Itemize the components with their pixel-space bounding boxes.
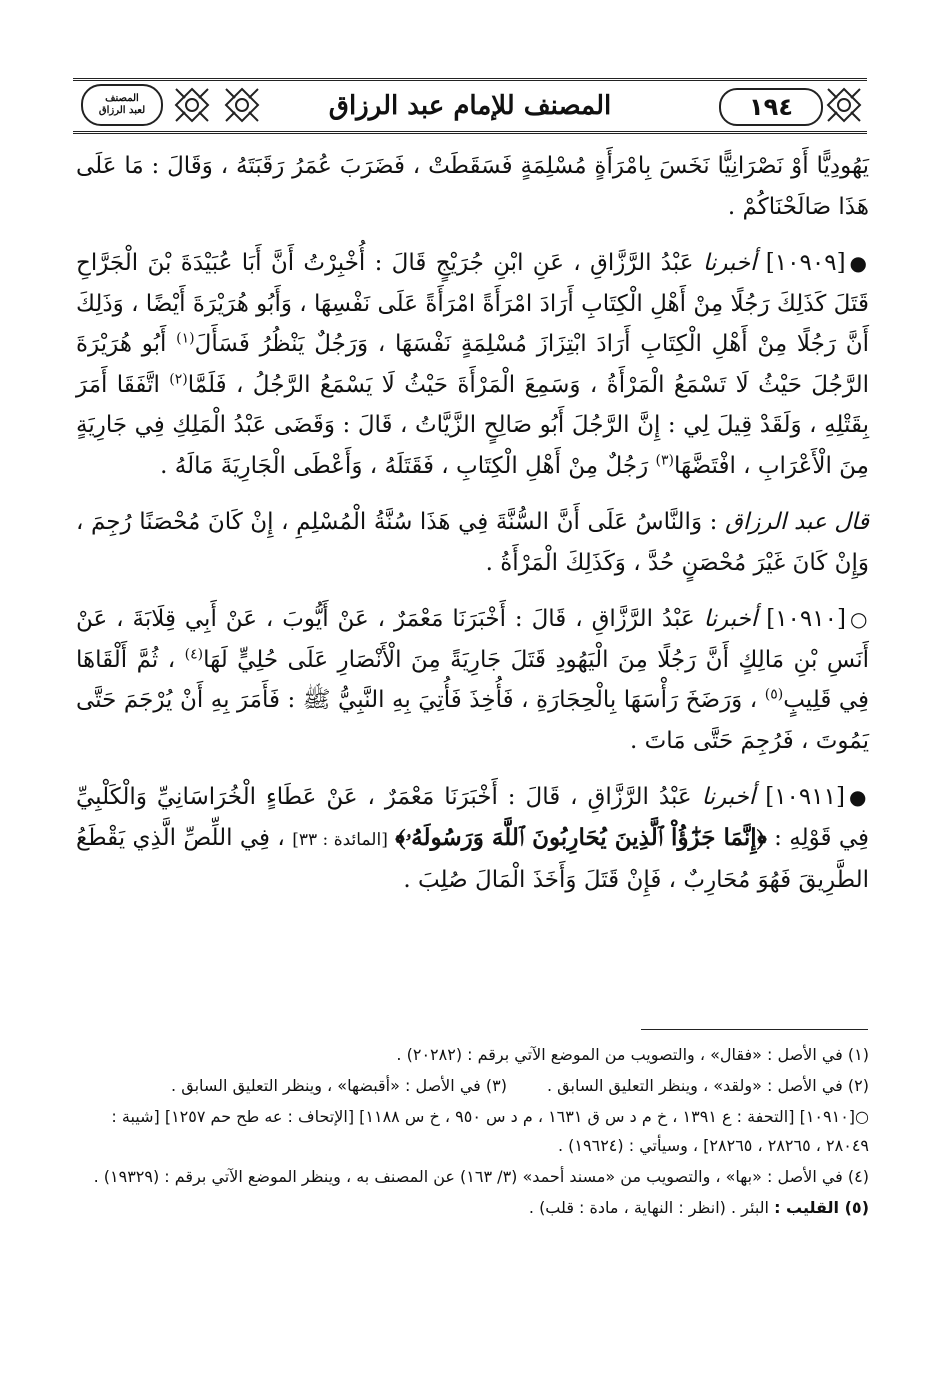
hadith-text: اتَّفَقَا أَمَرَ بِقَتْلِهِ ، وَلَقَدْ قِيلَ لِي : إِنَّ الرَّجُلَ أَبُو صَالِحٍ الزَّيَّاتُ ، قَالَ : وَقَضَى عَبْدُ الْمَلِكِ فِي جَارِيَةٍ مِنَ الْأَعْرَابِ ، افْتَضَّهَا xyxy=(76,371,869,479)
footnote-separator xyxy=(641,1029,868,1030)
hadith-text: ، ثُمَّ أَلْقَاهَا فِي قَلِيبٍ xyxy=(76,646,870,713)
footnote-row-2-3 xyxy=(76,1071,869,1100)
hadith-10910 xyxy=(76,599,869,761)
footnote-takhrij: ○[١٠٩١٠] [التحفة : ع ١٣٩١ ، خ م د س ق ١٦٣١ ، م د س ٩٥٠ ، خ س ١١٨٨] [الإتحاف : عه طح حم ١٢٥٧] [شيبة : ٢٨٠٤٩ ، ٢٨٢٦٥ ، ٢٨٢٦٥] ، وسيأتي : (١٩٦٢٤) . xyxy=(111,1107,869,1155)
footnote-5 xyxy=(76,1193,869,1222)
seal-line-2: لعبد الرزاق xyxy=(98,105,146,116)
footnote-ref[interactable]: (٤) xyxy=(184,645,204,662)
seal-line-1: المصنف xyxy=(105,93,139,104)
bullet-filled-icon: ● xyxy=(848,785,870,809)
footnote-ref[interactable]: (٣) xyxy=(655,451,674,468)
footnote-definition: البئر . (انظر : النهاية ، مادة : قلب) . xyxy=(528,1198,769,1217)
footnotes xyxy=(76,1040,869,1224)
page-title: المصنف للإمام عبد الرزاق xyxy=(328,91,612,121)
footnote-ref[interactable]: (٥) xyxy=(764,686,784,703)
hadith-10911 xyxy=(76,777,869,901)
footnote-3: (٣) في الأصل : «أقبضها» ، وينظر التعليق السابق . xyxy=(171,1076,507,1095)
narration-formula: أخبرنا xyxy=(701,784,756,810)
comment-text: : وَالنَّاسُ عَلَى أَنَّ السُّنَّةَ فِي هَذَا سُنَّةُ الْمُسْلِمِ ، إِنْ كَانَ مُحْصَنًا رُجِمَ ، وَإِنْ كَانَ غَيْرَ مُحْصَنٍ حُدَّ ، وَكَذَلِكَ الْمَرْأَةُ . xyxy=(76,509,869,576)
main-text xyxy=(76,146,869,917)
arabesque-ornament-icon xyxy=(825,86,863,124)
narration-formula: قال عبد الرزاق xyxy=(724,509,869,535)
narration-formula: أخبرنا xyxy=(702,250,757,276)
footnote-term: (٥) القليب : xyxy=(774,1198,869,1217)
bullet-hollow-icon: ○ xyxy=(849,607,870,631)
arabesque-ornament-icon xyxy=(223,86,261,124)
hadith-text: عَبْدُ الرَّزَّاقِ ، قَالَ : أَخْبَرَنَا مَعْمَرٌ ، عَنْ أَيُّوبَ ، عَنْ أَبِي قِلَابَةَ ، عَنْ أَنَسِ بْنِ مَالِكٍ أَنَّ رَجُلًا مِنَ الْيَهُودِ قَتَلَ جَارِيَةً مِنَ الْأَنْصَارِ عَلَى حُلِيٍّ لَهَا xyxy=(76,606,869,673)
verse-citation: [المائدة : ٣٣] xyxy=(292,829,388,850)
footnote-ref[interactable]: (٢) xyxy=(169,370,188,387)
arabesque-ornament-icon xyxy=(173,86,211,124)
hadith-text: ، فِي اللِّصِّ الَّذِي يَقْطَعُ الطَّرِيقَ فَهُوَ مُحَارِبٌ ، فَإِنْ قَتَلَ وَأَخَذَ الْمَالَ صُلِبَ . xyxy=(76,824,869,893)
author-comment xyxy=(76,502,869,583)
bullet-filled-icon: ● xyxy=(849,251,869,275)
footnote-4: (٤) في الأصل : «بها» ، والتصويب من «مسند أحمد» (٣/ ١٦٣) عن المصنف به ، وينظر الموضع الآتي برقم : (١٩٣٢٩) . xyxy=(93,1167,869,1186)
hadith-text: رَجُلٌ مِنْ أَهْلِ الْكِتَابِ ، فَقَتَلَهُ ، وَأَعْطَى الْجَارِيَةَ مَالَهُ . xyxy=(160,452,649,479)
page-number: ١٩٤ xyxy=(719,88,823,126)
footnote-1: (١) في الأصل : «فقال» ، والتصويب من الموضع الآتي برقم : (٢٠٢٨٢) . xyxy=(396,1045,869,1064)
hadith-number: [١٠٩١٠] xyxy=(766,606,846,632)
book-seal-logo xyxy=(81,84,163,126)
hadith-10909 xyxy=(76,243,869,486)
hadith-text: ، وَرَضَخَ رَأْسَهَا بِالْحِجَارَةِ ، فَأُخِذَ فَأُتِيَ بِهِ النَّبِيُّ ﷺ : فَأَمَرَ بِهِ أَنْ يُرْجَمَ حَتَّى يَمُوتَ ، فَرُجِمَ حَتَّى مَاتَ . xyxy=(76,687,869,754)
hadith-number: [١٠٩٠٩] xyxy=(765,250,846,276)
running-header xyxy=(73,78,867,134)
hadith-text: عَبْدُ الرَّزَّاقِ ، عَنِ ابْنِ جُرَيْجٍ قَالَ : أُخْبِرْتُ أَنَّ أَبَا عُبَيْدَةَ بْنَ الْجَرَّاحِ قَتَلَ كَذَلِكَ رَجُلًا مِنْ أَهْلِ الْكِتَابِ أَرَادَ امْرَأَةً امْرَأَةً عَلَى نَفْسِهَا ، وَأَبُو هُرَيْرَةَ أَيْضًا ، وَذَلِكَ أَنَّ رَجُلًا مِنْ أَهْلِ الْكِتَابِ أَرَادَ ابْتِزَازَ مُسْلِمَةٍ نَفْسَهَا ، وَرَجُلٌ يَنْظُرُ فَسَأَلَ xyxy=(76,250,870,357)
footnote-ref[interactable]: (١) xyxy=(176,330,195,347)
quran-verse: ﴿إِنَّمَا جَزَٰٓؤُاْ ٱلَّذِينَ يُحَارِبُونَ ٱللَّهَ وَرَسُولَهُۥ﴾ xyxy=(395,823,767,851)
narration-formula: أخبرنا xyxy=(703,606,758,632)
hadith-text: أَبُو هُرَيْرَةَ الرَّجُلَ حَيْثُ لَا تَسْمَعُ الْمَرْأَةُ ، وَسَمِعَ الْمَرْأَةَ حَيْثُ لَا يَسْمَعُ الرَّجُلُ ، فَلَمَّا xyxy=(76,331,870,398)
footnote-2: (٢) في الأصل : «ولقد» ، وينظر التعليق السابق . xyxy=(547,1076,869,1095)
hadith-text: عَبْدُ الرَّزَّاقِ ، قَالَ : أَخْبَرَنَا مَعْمَرٌ ، عَنْ عَطَاءٍ الْخُرَاسَانِيِّ وَالْكَلْبِيِّ فِي قَوْلِهِ : xyxy=(76,784,870,851)
hadith-number: [١٠٩١١] xyxy=(765,784,845,810)
paragraph-continuation xyxy=(76,146,869,227)
paragraph-text: يَهُودِيًّا أَوْ نَصْرَانِيًّا نَخَسَ بِامْرَأَةٍ مُسْلِمَةٍ فَسَقَطَتْ ، فَضَرَبَ عُمَرُ رَقَبَتَهُ ، وَقَالَ : مَا عَلَى هَذَا صَالَحْنَاكُمْ . xyxy=(76,153,869,220)
